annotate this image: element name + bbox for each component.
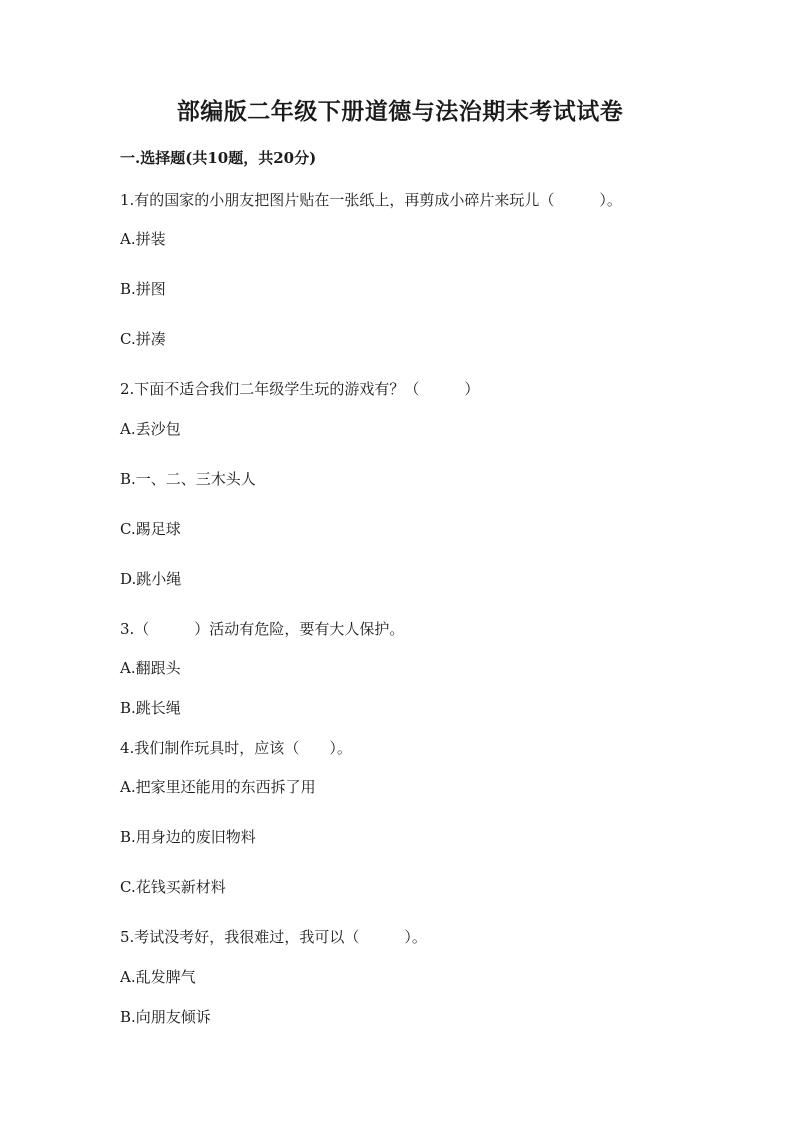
question-1-option-b: B.拼图 — [120, 280, 166, 298]
question-4-stem: 4.我们制作玩具时，应该（ ）。 — [120, 739, 352, 757]
question-3-option-b: B.跳长绳 — [120, 699, 181, 717]
question-2-stem: 2.下面不适合我们二年级学生玩的游戏有？（ ） — [120, 380, 480, 398]
question-1-option-c: C.拼凑 — [120, 330, 166, 348]
section-heading: 一.选择题(共10题，共20分) — [120, 149, 317, 167]
question-2-option-b: B.一、二、三木头人 — [120, 470, 256, 488]
question-2-option-a: A.丢沙包 — [120, 420, 181, 438]
question-5-stem: 5.考试没考好，我很难过，我可以（ ）。 — [120, 928, 427, 946]
question-4-option-b: B.用身边的废旧物料 — [120, 828, 256, 846]
question-5-option-b: B.向朋友倾诉 — [120, 1008, 211, 1026]
exam-title: 部编版二年级下册道德与法治期末考试试卷 — [176, 98, 624, 125]
question-4-option-a: A.把家里还能用的东西拆了用 — [120, 778, 316, 796]
question-2-option-c: C.踢足球 — [120, 520, 181, 538]
question-4-option-c: C.花钱买新材料 — [120, 878, 226, 896]
question-5-option-a: A.乱发脾气 — [120, 968, 196, 986]
question-3-stem: 3.（ ）活动有危险，要有大人保护。 — [120, 620, 405, 638]
question-1-option-a: A.拼装 — [120, 230, 166, 248]
question-3-option-a: A.翻跟头 — [120, 659, 181, 677]
question-1-stem: 1.有的国家的小朋友把图片贴在一张纸上，再剪成小碎片来玩儿（ ）。 — [120, 191, 622, 209]
question-2-option-d: D.跳小绳 — [120, 570, 182, 588]
